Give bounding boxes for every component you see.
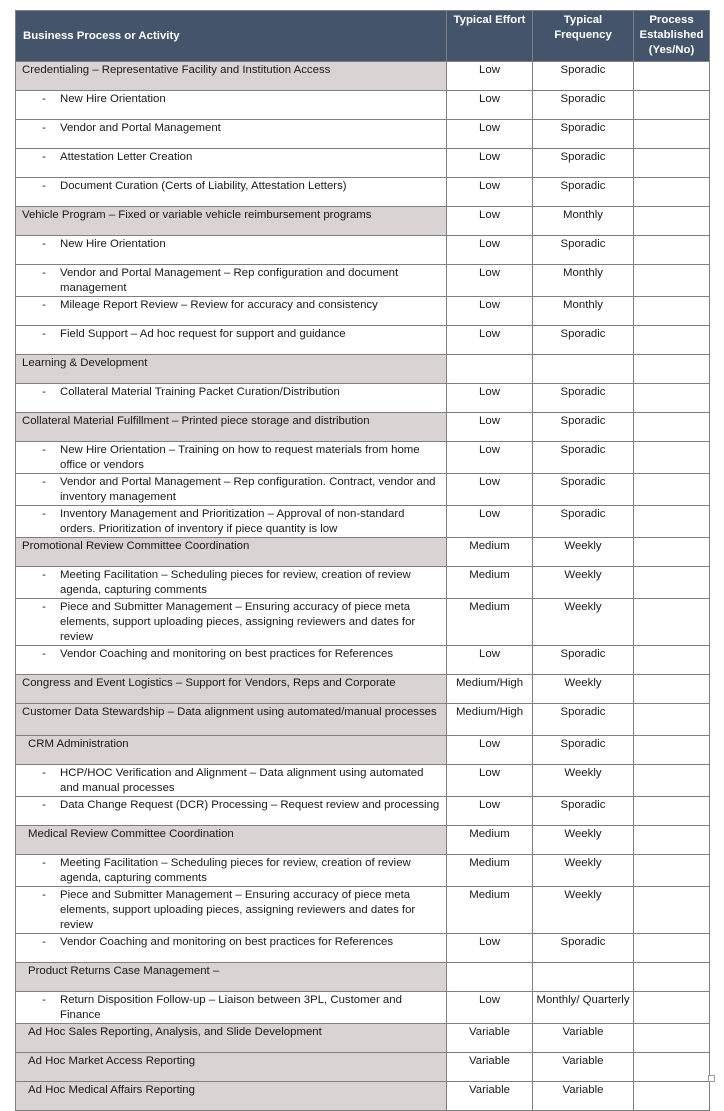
activity-text: Inventory Management and Prioritization – Approval of non-standard orders. Prioritization of inventory if piece quantity is low — [60, 508, 405, 535]
activity-text: Meeting Facilitation – Scheduling pieces for review, creation of review agenda, capturing comments — [60, 569, 411, 596]
frequency-cell: Weekly — [533, 675, 634, 704]
frequency-cell: Sporadic — [533, 704, 634, 736]
activity-name — [16, 474, 447, 506]
activity-name — [16, 567, 447, 599]
frequency-cell: Sporadic — [533, 797, 634, 826]
effort-cell: Low — [447, 326, 533, 355]
established-cell — [634, 506, 710, 538]
established-cell — [634, 355, 710, 384]
effort-cell: Medium — [447, 599, 533, 646]
header-frequency: Typical Frequency — [533, 11, 634, 62]
table-row — [16, 675, 710, 704]
frequency-cell: Weekly — [533, 887, 634, 934]
activity-text: Return Disposition Follow-up – Liaison between 3PL, Customer and Finance — [60, 994, 402, 1021]
frequency-cell: Weekly — [533, 567, 634, 599]
effort-cell: Low — [447, 178, 533, 207]
activity-text: New Hire Orientation — [60, 238, 166, 250]
activity-name — [16, 934, 447, 963]
table-row — [16, 474, 710, 506]
frequency-cell: Sporadic — [533, 442, 634, 474]
activity-name — [16, 855, 447, 887]
table-row — [16, 442, 710, 474]
established-cell — [634, 934, 710, 963]
established-cell — [634, 91, 710, 120]
frequency-cell: Sporadic — [533, 413, 634, 442]
dash-marker: - — [42, 476, 46, 488]
table-row — [16, 91, 710, 120]
activity-text: New Hire Orientation — [60, 93, 166, 105]
established-cell — [634, 736, 710, 765]
table-resize-handle[interactable] — [708, 1075, 715, 1082]
dash-marker: - — [42, 508, 46, 520]
dash-marker: - — [42, 151, 46, 163]
activity-text: Meeting Facilitation – Scheduling pieces for review, creation of review agenda, capturing comments — [60, 857, 411, 884]
established-cell — [634, 297, 710, 326]
effort-cell: Low — [447, 265, 533, 297]
category-name: Ad Hoc Market Access Reporting — [16, 1053, 447, 1082]
established-cell — [634, 236, 710, 265]
effort-cell: Low — [447, 207, 533, 236]
effort-cell: Low — [447, 236, 533, 265]
activity-name — [16, 326, 447, 355]
table-row — [16, 963, 710, 992]
table-row — [16, 384, 710, 413]
activity-text: Collateral Material Training Packet Curation/Distribution — [60, 386, 340, 398]
established-cell — [634, 413, 710, 442]
frequency-cell: Sporadic — [533, 62, 634, 91]
effort-cell: Low — [447, 506, 533, 538]
dash-marker: - — [42, 648, 46, 660]
table-row — [16, 599, 710, 646]
table-row — [16, 265, 710, 297]
effort-cell: Variable — [447, 1082, 533, 1111]
activity-name — [16, 178, 447, 207]
table-row — [16, 538, 710, 567]
activity-name — [16, 442, 447, 474]
activity-name — [16, 646, 447, 675]
activity-name — [16, 149, 447, 178]
frequency-cell: Weekly — [533, 855, 634, 887]
frequency-cell — [533, 963, 634, 992]
table-row — [16, 855, 710, 887]
effort-cell: Low — [447, 413, 533, 442]
established-cell — [634, 797, 710, 826]
table-row — [16, 736, 710, 765]
frequency-cell: Sporadic — [533, 236, 634, 265]
effort-cell: Low — [447, 797, 533, 826]
dash-marker: - — [42, 386, 46, 398]
category-name: Learning & Development — [16, 355, 447, 384]
activity-text: HCP/HOC Verification and Alignment – Data alignment using automated and manual processes — [60, 767, 424, 794]
effort-cell: Low — [447, 474, 533, 506]
established-cell — [634, 120, 710, 149]
table-row — [16, 567, 710, 599]
activity-text: Vendor Coaching and monitoring on best practices for References — [60, 936, 394, 948]
activity-text: Mileage Report Review – Review for accuracy and consistency — [60, 299, 378, 311]
activity-name — [16, 765, 447, 797]
table-row — [16, 120, 710, 149]
table-row — [16, 297, 710, 326]
category-name: Medical Review Committee Coordination — [16, 826, 447, 855]
process-table — [15, 10, 710, 1111]
established-cell — [634, 765, 710, 797]
dash-marker: - — [42, 936, 46, 948]
frequency-cell: Sporadic — [533, 326, 634, 355]
frequency-cell: Weekly — [533, 826, 634, 855]
table-row — [16, 236, 710, 265]
established-cell — [634, 826, 710, 855]
effort-cell: Medium — [447, 538, 533, 567]
dash-marker: - — [42, 267, 46, 279]
table-row — [16, 413, 710, 442]
effort-cell: Low — [447, 384, 533, 413]
frequency-cell: Sporadic — [533, 149, 634, 178]
established-cell — [634, 265, 710, 297]
established-cell — [634, 62, 710, 91]
frequency-cell: Sporadic — [533, 646, 634, 675]
frequency-cell: Weekly — [533, 765, 634, 797]
header-effort: Typical Effort — [447, 11, 533, 62]
table-row — [16, 506, 710, 538]
category-name: Congress and Event Logistics – Support for Vendors, Reps and Corporate — [16, 675, 447, 704]
activity-name — [16, 506, 447, 538]
activity-text: Piece and Submitter Management – Ensuring accuracy of piece meta elements, support uploading pieces, assigning reviewers and dates for review — [60, 889, 416, 931]
established-cell — [634, 1082, 710, 1111]
table-row — [16, 149, 710, 178]
established-cell — [634, 1053, 710, 1082]
effort-cell: Low — [447, 646, 533, 675]
category-name: Product Returns Case Management – — [16, 963, 447, 992]
category-name: Vehicle Program – Fixed or variable vehicle reimbursement programs — [16, 207, 447, 236]
activity-name — [16, 384, 447, 413]
table-row — [16, 1024, 710, 1053]
dash-marker: - — [42, 767, 46, 779]
dash-marker: - — [42, 889, 46, 901]
effort-cell: Medium — [447, 887, 533, 934]
dash-marker: - — [42, 93, 46, 105]
effort-cell: Low — [447, 297, 533, 326]
activity-text: New Hire Orientation – Training on how to request materials from home office or vendors — [60, 444, 420, 471]
effort-cell — [447, 963, 533, 992]
established-cell — [634, 963, 710, 992]
frequency-cell — [533, 355, 634, 384]
dash-marker: - — [42, 857, 46, 869]
table-row — [16, 178, 710, 207]
dash-marker: - — [42, 328, 46, 340]
frequency-cell: Monthly/ Quarterly — [533, 992, 634, 1024]
activity-text: Vendor and Portal Management – Rep configuration. Contract, vendor and inventory management — [60, 476, 436, 503]
frequency-cell: Sporadic — [533, 736, 634, 765]
frequency-cell: Variable — [533, 1053, 634, 1082]
effort-cell: Variable — [447, 1024, 533, 1053]
frequency-cell: Sporadic — [533, 474, 634, 506]
category-name: Customer Data Stewardship – Data alignment using automated/manual processes — [16, 704, 447, 736]
effort-cell: Medium — [447, 567, 533, 599]
effort-cell: Medium/High — [447, 704, 533, 736]
effort-cell: Medium — [447, 826, 533, 855]
activity-name — [16, 236, 447, 265]
category-name: Promotional Review Committee Coordination — [16, 538, 447, 567]
table-row — [16, 646, 710, 675]
established-cell — [634, 149, 710, 178]
effort-cell — [447, 355, 533, 384]
effort-cell: Medium — [447, 855, 533, 887]
effort-cell: Low — [447, 91, 533, 120]
frequency-cell: Sporadic — [533, 91, 634, 120]
frequency-cell: Sporadic — [533, 384, 634, 413]
established-cell — [634, 442, 710, 474]
established-cell — [634, 855, 710, 887]
activity-text: Vendor and Portal Management – Rep configuration and document management — [60, 267, 399, 294]
frequency-cell: Monthly — [533, 265, 634, 297]
activity-text: Field Support – Ad hoc request for support and guidance — [60, 328, 346, 340]
established-cell — [634, 675, 710, 704]
category-name: CRM Administration — [16, 736, 447, 765]
dash-marker: - — [42, 444, 46, 456]
frequency-cell: Monthly — [533, 297, 634, 326]
activity-text: Vendor and Portal Management — [60, 122, 221, 134]
established-cell — [634, 646, 710, 675]
activity-name — [16, 887, 447, 934]
category-name: Ad Hoc Sales Reporting, Analysis, and Slide Development — [16, 1024, 447, 1053]
activity-name — [16, 120, 447, 149]
established-cell — [634, 992, 710, 1024]
established-cell — [634, 384, 710, 413]
table-row — [16, 765, 710, 797]
established-cell — [634, 326, 710, 355]
table-row — [16, 992, 710, 1024]
established-cell — [634, 599, 710, 646]
dash-marker: - — [42, 569, 46, 581]
table-row — [16, 326, 710, 355]
established-cell — [634, 704, 710, 736]
category-name: Credentialing – Representative Facility and Institution Access — [16, 62, 447, 91]
frequency-cell: Sporadic — [533, 934, 634, 963]
dash-marker: - — [42, 122, 46, 134]
frequency-cell: Weekly — [533, 599, 634, 646]
established-cell — [634, 567, 710, 599]
effort-cell: Medium/High — [447, 675, 533, 704]
activity-text: Document Curation (Certs of Liability, Attestation Letters) — [60, 180, 347, 192]
frequency-cell: Variable — [533, 1082, 634, 1111]
frequency-cell: Variable — [533, 1024, 634, 1053]
frequency-cell: Sporadic — [533, 120, 634, 149]
activity-name — [16, 992, 447, 1024]
dash-marker: - — [42, 994, 46, 1006]
effort-cell: Variable — [447, 1053, 533, 1082]
established-cell — [634, 1024, 710, 1053]
activity-name — [16, 265, 447, 297]
effort-cell: Low — [447, 149, 533, 178]
dash-marker: - — [42, 238, 46, 250]
table-row — [16, 1082, 710, 1111]
header-activity: Business Process or Activity — [16, 11, 447, 62]
effort-cell: Low — [447, 62, 533, 91]
frequency-cell: Monthly — [533, 207, 634, 236]
effort-cell: Low — [447, 120, 533, 149]
effort-cell: Low — [447, 992, 533, 1024]
dash-marker: - — [42, 180, 46, 192]
table-row — [16, 1053, 710, 1082]
category-name: Collateral Material Fulfillment – Printed piece storage and distribution — [16, 413, 447, 442]
table-row — [16, 207, 710, 236]
activity-name — [16, 297, 447, 326]
frequency-cell: Weekly — [533, 538, 634, 567]
header-established: Process Established (Yes/No) — [634, 11, 710, 62]
table-row — [16, 355, 710, 384]
established-cell — [634, 538, 710, 567]
activity-text: Piece and Submitter Management – Ensuring accuracy of piece meta elements, support uploading pieces, assigning reviewers and dates for review — [60, 601, 416, 643]
established-cell — [634, 887, 710, 934]
activity-name — [16, 797, 447, 826]
effort-cell: Low — [447, 442, 533, 474]
activity-text: Attestation Letter Creation — [60, 151, 193, 163]
table-row — [16, 797, 710, 826]
header-row — [16, 11, 710, 62]
dash-marker: - — [42, 799, 46, 811]
established-cell — [634, 474, 710, 506]
activity-name — [16, 599, 447, 646]
effort-cell: Low — [447, 934, 533, 963]
effort-cell: Low — [447, 736, 533, 765]
established-cell — [634, 207, 710, 236]
table-row — [16, 934, 710, 963]
category-name: Ad Hoc Medical Affairs Reporting — [16, 1082, 447, 1111]
dash-marker: - — [42, 601, 46, 613]
established-cell — [634, 178, 710, 207]
activity-text: Vendor Coaching and monitoring on best practices for References — [60, 648, 394, 660]
frequency-cell: Sporadic — [533, 506, 634, 538]
table-row — [16, 704, 710, 736]
dash-marker: - — [42, 299, 46, 311]
table-row — [16, 887, 710, 934]
table-row — [16, 62, 710, 91]
frequency-cell: Sporadic — [533, 178, 634, 207]
table-row — [16, 826, 710, 855]
effort-cell: Low — [447, 765, 533, 797]
activity-name — [16, 91, 447, 120]
activity-text: Data Change Request (DCR) Processing – Request review and processing — [60, 799, 440, 811]
